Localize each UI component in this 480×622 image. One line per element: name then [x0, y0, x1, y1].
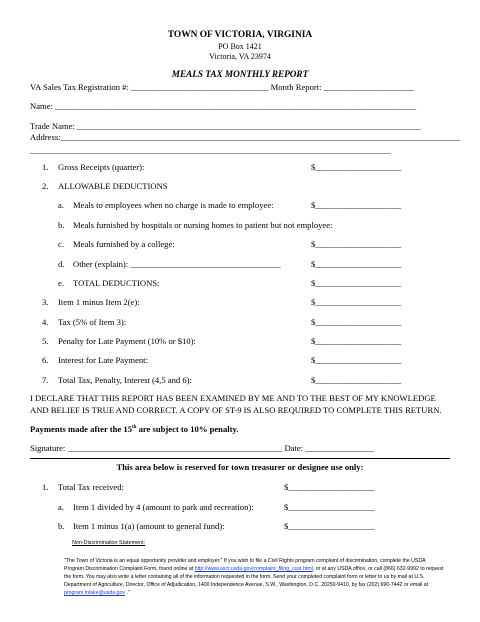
- payments-note: [30, 424, 238, 434]
- reserved-item-a-label: Item 1 divided by 4 (amount to park and recreation):: [73, 502, 254, 512]
- registration-field[interactable]: VA Sales Tax Registration #: ________________________________ Month Report: _____________________: [30, 82, 414, 92]
- item-2-num: 2.: [42, 181, 49, 191]
- nondiscrimination-text-1: "The Town of Victoria is an equal opportunity provider and employer." If you wish to file a Civil Rights program complaint of discrimination, complete the USDA Program Discrimination Complaint Form, found online at: [64, 558, 426, 572]
- item-4-num: 4.: [42, 317, 49, 327]
- po-box: PO Box 1421: [218, 42, 262, 51]
- item-2c-num: c.: [58, 239, 64, 249]
- address-line-2[interactable]: ____________________________________________________________________________________: [30, 145, 391, 155]
- reserved-item-b-label: Item 1 minus 1(a) (amount to general fund):: [73, 521, 225, 531]
- item-1-amount[interactable]: $____________________: [311, 162, 402, 172]
- item-5-amount[interactable]: $____________________: [311, 336, 402, 346]
- reserved-item-1-num: 1.: [42, 482, 49, 492]
- declaration-line-2: AND BELIEF IS TRUE AND CORRECT. A COPY OF ST-9 IS ALSO REQUIRED TO COMPLETE THIS RETURN.: [30, 405, 442, 415]
- item-1-label: Gross Receipts (quarter):: [58, 162, 145, 172]
- item-2a-num: a.: [58, 200, 64, 210]
- nondiscrimination-title: Non-Discrimination Statement:: [72, 540, 146, 546]
- item-5-label: Penalty for Late Payment (10% or $10):: [58, 336, 196, 346]
- item-4-label: Tax (5% of Item 3):: [58, 317, 127, 327]
- payments-note-sup: th: [132, 425, 137, 431]
- item-1-num: 1.: [42, 162, 49, 172]
- item-5-num: 5.: [42, 336, 49, 346]
- item-7-num: 7.: [42, 375, 49, 385]
- item-2b-num: b.: [58, 220, 65, 230]
- item-3-amount[interactable]: $____________________: [311, 297, 402, 307]
- item-2c-label: Meals furnished by a college:: [73, 239, 175, 249]
- item-7-label: Total Tax, Penalty, Interest (4,5 and 6):: [58, 375, 192, 385]
- payments-note-before: Payments made after the 15: [30, 424, 132, 434]
- reserved-item-b-amount[interactable]: $____________________: [284, 521, 375, 531]
- town-title: TOWN OF VICTORIA, VIRGINIA: [167, 30, 313, 40]
- city-zip: Victoria, VA 23974: [209, 52, 271, 61]
- item-2e-label: TOTAL DEDUCTIONS:: [73, 278, 160, 288]
- complaint-form-link[interactable]: http://www.ascr.usda.gov/complaint_filing_cust.html: [194, 566, 313, 572]
- item-3-num: 3.: [42, 297, 49, 307]
- item-7-amount[interactable]: $____________________: [311, 375, 402, 385]
- nondiscrimination-text-2: , or at any USDA office, or call (866) 632-9992 to request the form. You may also write a letter containing all of the information requested in the form. Send your completed complaint form or letter to us by mail at U.S. Department of Agriculture, Director, Office of Adjudication, 1400 Independence Avenue, S.W., Washington, D.C. 20250-9410, by fax (202) 690-7442 or email at: [64, 566, 444, 588]
- reserved-item-a-amount[interactable]: $____________________: [284, 502, 375, 512]
- item-6-num: 6.: [42, 355, 49, 365]
- item-2d-label[interactable]: Other (explain): ___________________________________: [73, 259, 281, 269]
- nondiscrimination-text-3: .": [124, 590, 130, 596]
- reserved-item-b-num: b.: [58, 521, 65, 531]
- reserved-item-1-label: Total Tax received:: [58, 482, 124, 492]
- declaration-line-1: I DECLARE THAT THIS REPORT HAS BEEN EXAMINED BY ME AND TO THE BEST OF MY KNOWLEDGE: [30, 393, 436, 403]
- reserved-heading: This area below is reserved for town treasurer or designee use only:: [116, 462, 364, 472]
- item-3-label: Item 1 minus Item 2(e):: [58, 297, 140, 307]
- address-field[interactable]: Address:_____________________________________________________________________________________________: [30, 132, 461, 142]
- item-2d-amount[interactable]: $____________________: [311, 259, 402, 269]
- item-2a-label: Meals to employees when no charge is made to employee:: [73, 200, 274, 210]
- item-2c-amount[interactable]: $____________________: [311, 239, 402, 249]
- reserved-item-1-amount[interactable]: $____________________: [284, 482, 375, 492]
- item-6-amount[interactable]: $____________________: [311, 355, 402, 365]
- item-2a-amount[interactable]: $____________________: [311, 200, 402, 210]
- item-2e-amount[interactable]: $____________________: [311, 278, 402, 288]
- item-4-amount[interactable]: $____________________: [311, 317, 402, 327]
- item-2d-num: d.: [58, 259, 65, 269]
- item-2e-num: e.: [58, 278, 64, 288]
- reserved-item-a-num: a.: [58, 502, 64, 512]
- program-intake-email-link[interactable]: program.intake@usda.gov: [64, 590, 125, 596]
- item-2b-label: Meals furnished by hospitals or nursing homes to patient but not employee:: [73, 220, 333, 230]
- item-6-label: Interest for Late Payment:: [58, 355, 148, 365]
- name-field[interactable]: Name: ____________________________________________________________________________________: [30, 101, 416, 111]
- payments-note-after: are subject to 10% penalty.: [136, 424, 239, 434]
- form-title: MEALS TAX MONTHLY REPORT: [171, 69, 309, 79]
- trade-name-field[interactable]: Trade Name: ________________________________________________________________________________: [30, 121, 421, 131]
- signature-field[interactable]: Signature: __________________________________________________ Date: ________________: [30, 443, 374, 453]
- reserved-divider: [30, 458, 450, 459]
- nondiscrimination-text: [64, 557, 444, 597]
- item-2-label: ALLOWABLE DEDUCTIONS: [58, 181, 168, 191]
